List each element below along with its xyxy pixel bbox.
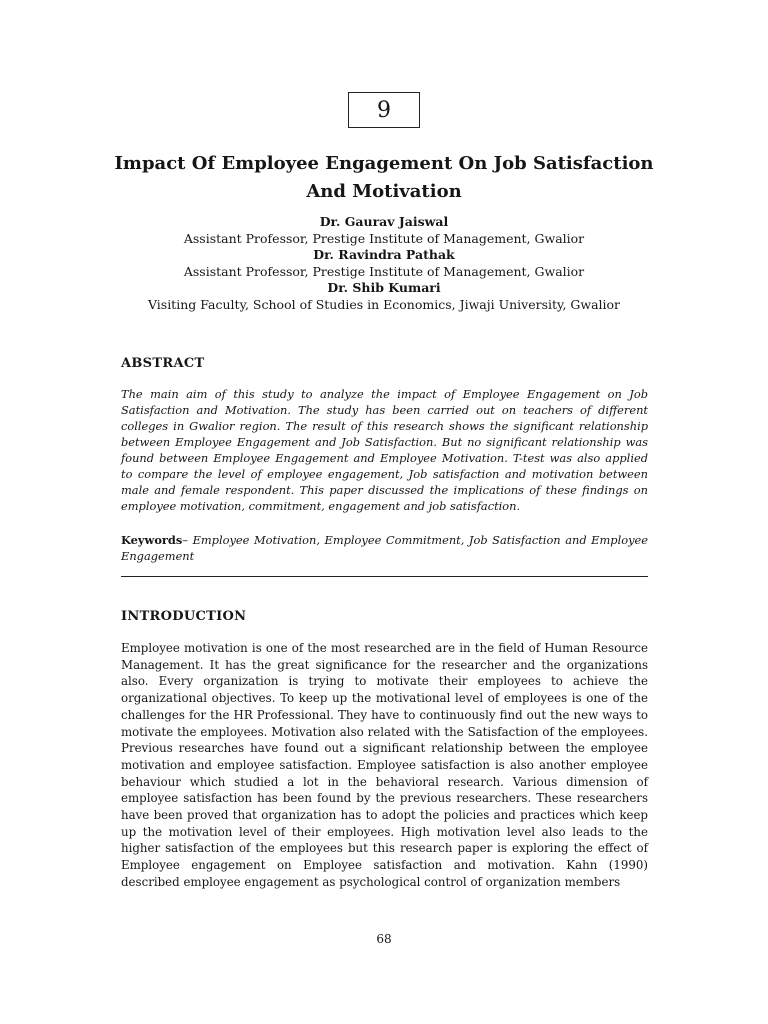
author-affiliation: Assistant Professor, Prestige Institute of Management, Gwalior [183, 230, 585, 246]
author-affiliation: Assistant Professor, Prestige Institute of Management, Gwalior [183, 263, 585, 279]
introduction-text: Employee motivation is one of the most researched are in the field of Human Resource Management. It has the great significance for the researcher and the organizations also. Every organization is trying to motivate their employees to achieve the organizational objectives. To keep up the motivational level of employees is one of the challenges for the HR Professional. They have to continuously find out the new ways to motivate the employees. Motivation also related with the Satisfaction of the employees. Previous researches have found out a significant relationship between the employee motivation and employee satisfaction. Employee satisfaction is also another employee behaviour which studied a lot in the behavioral research. Various dimension of employee satisfaction has been found by the previous researchers. These researchers have been proved that organization has to adopt the policies and practices which keep up the motivation level of their employees. High motivation level also leads to the higher satisfaction of the employees but this research paper is exploring the effect of Employee engagement on Employee satisfaction and motivation. Kahn (1990) described employee engagement as psychological control of organization members [121, 641, 648, 889]
chapter-number: 9 [377, 97, 391, 123]
keywords-block [121, 532, 648, 564]
author-name: Dr. Shib Kumari [327, 280, 441, 295]
author-name: Dr. Ravindra Pathak [313, 247, 455, 262]
page-number: 68 [376, 932, 392, 946]
abstract-heading: ABSTRACT [121, 356, 205, 371]
paper-title: Impact Of Employee Engagement On Job Satisfaction And Motivation [114, 153, 654, 202]
keywords-label: Keywords [121, 533, 183, 547]
abstract-text: The main aim of this study to analyze the impact of Employee Engagement on Job Satisfaction and Motivation. The study has been carried out on teachers of different colleges in Gwalior region. The result of this research shows the significant relationship between Employee Engagement and Job Satisfaction. But no significant relationship was found between Employee Engagement and Employee Motivation. T-test was also applied to compare the level of employee engagement, Job satisfaction and motivation between male and female respondent. This paper discussed the implications of these findings on employee motivation, commitment, engagement and job satisfaction. [121, 387, 648, 513]
chapter-number-box [348, 92, 420, 128]
author-block [100, 214, 668, 313]
section-divider [121, 576, 648, 577]
introduction-heading: INTRODUCTION [121, 609, 247, 624]
author-name: Dr. Gaurav Jaiswal [319, 214, 449, 229]
author-affiliation: Visiting Faculty, School of Studies in Economics, Jiwaji University, Gwalior [147, 296, 621, 312]
keywords-separator: – [182, 533, 193, 547]
keywords-list: Employee Motivation, Employee Commitment, Job Satisfaction and Employee Engagement [121, 533, 649, 563]
